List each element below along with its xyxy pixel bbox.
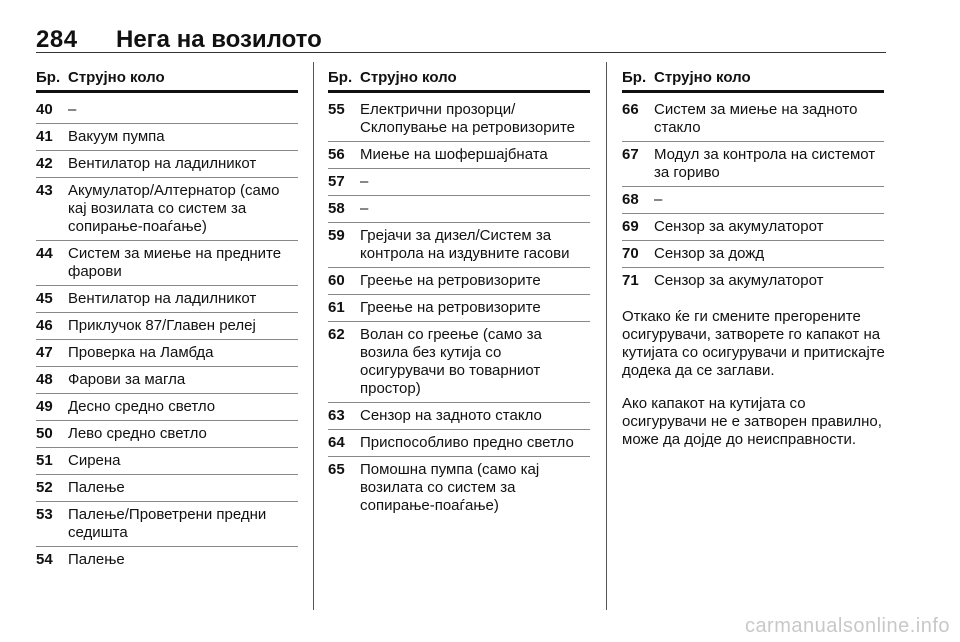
column-header-circuit: Струјно коло xyxy=(68,68,165,86)
fuse-circuit: Систем за миење на задното стакло xyxy=(654,101,858,136)
fuse-row xyxy=(36,286,298,313)
fuse-number: 70 xyxy=(622,245,639,262)
fuse-circuit: – xyxy=(654,191,663,208)
fuse-number: 40 xyxy=(36,101,53,118)
fuse-circuit: Греење на ретровизорите xyxy=(360,272,541,289)
page-title: Нега на возилото xyxy=(116,26,322,53)
fuse-circuit: Палење xyxy=(68,479,125,496)
fuse-circuit: Грејачи за дизел/Систем за контрола на издувните гасови xyxy=(360,227,570,262)
fuse-circuit: Фарови за магла xyxy=(68,371,186,388)
fuse-row xyxy=(36,475,298,502)
fuse-row xyxy=(328,295,590,322)
fuse-row xyxy=(36,394,298,421)
fuse-number: 62 xyxy=(328,326,345,343)
fuse-row xyxy=(328,268,590,295)
fuse-row xyxy=(328,430,590,457)
fuse-circuit: Сензор на задното стакло xyxy=(360,407,542,424)
fuse-circuit: Сензор за акумулаторот xyxy=(654,272,824,289)
note-paragraph: Ако капакот на кутијата со осигурувачи не е затворен правилно, може да дојде до неисправности. xyxy=(622,395,882,448)
fuse-number: 64 xyxy=(328,434,345,451)
fuse-row xyxy=(36,367,298,394)
fuse-circuit: Модул за контрола на системот за гориво xyxy=(654,146,876,181)
header-rule xyxy=(622,90,884,93)
column-header-number: Бр. xyxy=(622,68,647,86)
header-rule xyxy=(36,90,298,93)
fuse-number: 56 xyxy=(328,146,345,163)
fuse-circuit: Сензор за дожд xyxy=(654,245,765,262)
fuse-row xyxy=(622,97,884,142)
fuse-circuit: – xyxy=(360,200,369,217)
column-header-number: Бр. xyxy=(36,68,61,86)
fuse-number: 45 xyxy=(36,290,53,307)
column-header xyxy=(328,62,590,90)
fuse-number: 58 xyxy=(328,200,345,217)
fuse-row xyxy=(622,142,884,187)
fuse-number: 66 xyxy=(622,101,639,118)
page-header xyxy=(36,26,886,52)
fuse-circuit: Греење на ретровизорите xyxy=(360,299,541,316)
fuse-number: 54 xyxy=(36,551,53,568)
fuse-row xyxy=(328,169,590,196)
fuse-circuit: Систем за миење на предните фарови xyxy=(68,245,282,280)
header-rule xyxy=(328,90,590,93)
fuse-circuit: – xyxy=(68,101,77,118)
column-header-circuit: Струјно коло xyxy=(654,68,751,86)
fuse-number: 52 xyxy=(36,479,53,496)
fuse-row xyxy=(622,268,884,294)
fuse-number: 41 xyxy=(36,128,53,145)
header-divider xyxy=(36,52,886,53)
fuse-list xyxy=(36,97,298,573)
fuse-number: 57 xyxy=(328,173,345,190)
fuse-row xyxy=(36,241,298,286)
fuse-row xyxy=(328,403,590,430)
fuse-row xyxy=(328,457,590,519)
fuse-circuit: Миење на шофершајбната xyxy=(360,146,548,163)
fuse-circuit: Приспособливо предно светло xyxy=(360,434,574,451)
fuse-number: 46 xyxy=(36,317,53,334)
fuse-number: 43 xyxy=(36,182,53,199)
fuse-row xyxy=(328,97,590,142)
fuse-row xyxy=(622,241,884,268)
fuse-row xyxy=(328,322,590,403)
fuse-circuit: Палење/Проветрени предни седишта xyxy=(68,506,267,541)
fuse-circuit: Сензор за акумулаторот xyxy=(654,218,824,235)
fuse-row xyxy=(36,448,298,475)
fuse-column-3 xyxy=(622,62,884,464)
fuse-number: 59 xyxy=(328,227,345,244)
column-header-circuit: Струјно коло xyxy=(360,68,457,86)
fuse-circuit: Приклучок 87/Главен релеј xyxy=(68,317,256,334)
fuse-number: 49 xyxy=(36,398,53,415)
fuse-circuit: Проверка на Ламбда xyxy=(68,344,214,361)
fuse-number: 65 xyxy=(328,461,345,478)
fuse-number: 61 xyxy=(328,299,345,316)
fuse-list xyxy=(328,97,590,519)
fuse-number: 67 xyxy=(622,146,639,163)
watermark: carmanualsonline.info xyxy=(744,615,950,637)
fuse-circuit: Сирена xyxy=(68,452,121,469)
fuse-number: 50 xyxy=(36,425,53,442)
column-header xyxy=(622,62,884,90)
fuse-number: 53 xyxy=(36,506,53,523)
fuse-number: 42 xyxy=(36,155,53,172)
fuse-number: 68 xyxy=(622,191,639,208)
fuse-row xyxy=(622,187,884,214)
fuse-number: 71 xyxy=(622,272,639,289)
fuse-row xyxy=(36,340,298,367)
page-number: 284 xyxy=(36,26,78,53)
fuse-circuit: Лево средно светло xyxy=(68,425,207,442)
fuse-row xyxy=(328,223,590,268)
fuse-number: 63 xyxy=(328,407,345,424)
fuse-circuit: Палење xyxy=(68,551,125,568)
column-divider xyxy=(313,62,314,610)
fuse-circuit: Електрични прозорци/ Склопување на ретровизорите xyxy=(360,101,575,136)
fuse-number: 47 xyxy=(36,344,53,361)
fuse-circuit: Десно средно светло xyxy=(68,398,216,415)
fuse-row xyxy=(36,313,298,340)
fuse-number: 48 xyxy=(36,371,53,388)
fuse-row xyxy=(36,151,298,178)
fuse-row xyxy=(36,421,298,448)
fuse-circuit: Вентилатор на ладилникот xyxy=(68,155,257,172)
fuse-list xyxy=(622,97,884,294)
column-header-number: Бр. xyxy=(328,68,353,86)
fuse-circuit: Волан со греење (само за возила без кутија со осигурувачи во товарниот простор) xyxy=(360,326,542,397)
fuse-circuit: Помошна пумпа (само кај возилата со систем за сопирање-поаѓање) xyxy=(360,461,540,514)
note-paragraph: Откако ќе ги смените прегорените осигурувачи, затворете го капакот на кутијата со осигурувачи и притискајте додека да се заглави. xyxy=(622,308,885,379)
fuse-number: 55 xyxy=(328,101,345,118)
fuse-row xyxy=(328,196,590,223)
fuse-row xyxy=(36,124,298,151)
fuse-row xyxy=(36,97,298,124)
fuse-circuit: – xyxy=(360,173,369,190)
fuse-row xyxy=(36,502,298,547)
fuse-circuit: Акумулатор/Алтернатор (само кај возилата со систем за сопирање-поаѓање) xyxy=(68,182,280,235)
column-divider xyxy=(606,62,607,610)
fuse-number: 60 xyxy=(328,272,345,289)
fuse-circuit: Вакуум пумпа xyxy=(68,128,165,145)
fuse-number: 51 xyxy=(36,452,53,469)
fuse-number: 69 xyxy=(622,218,639,235)
fuse-row xyxy=(622,214,884,241)
column-header xyxy=(36,62,298,90)
fuse-row xyxy=(36,178,298,241)
fuse-column-2 xyxy=(328,62,590,519)
fuse-column-1 xyxy=(36,62,298,573)
fuse-row xyxy=(328,142,590,169)
fuse-circuit: Вентилатор на ладилникот xyxy=(68,290,257,307)
fuse-number: 44 xyxy=(36,245,53,262)
fuse-row xyxy=(36,547,298,573)
